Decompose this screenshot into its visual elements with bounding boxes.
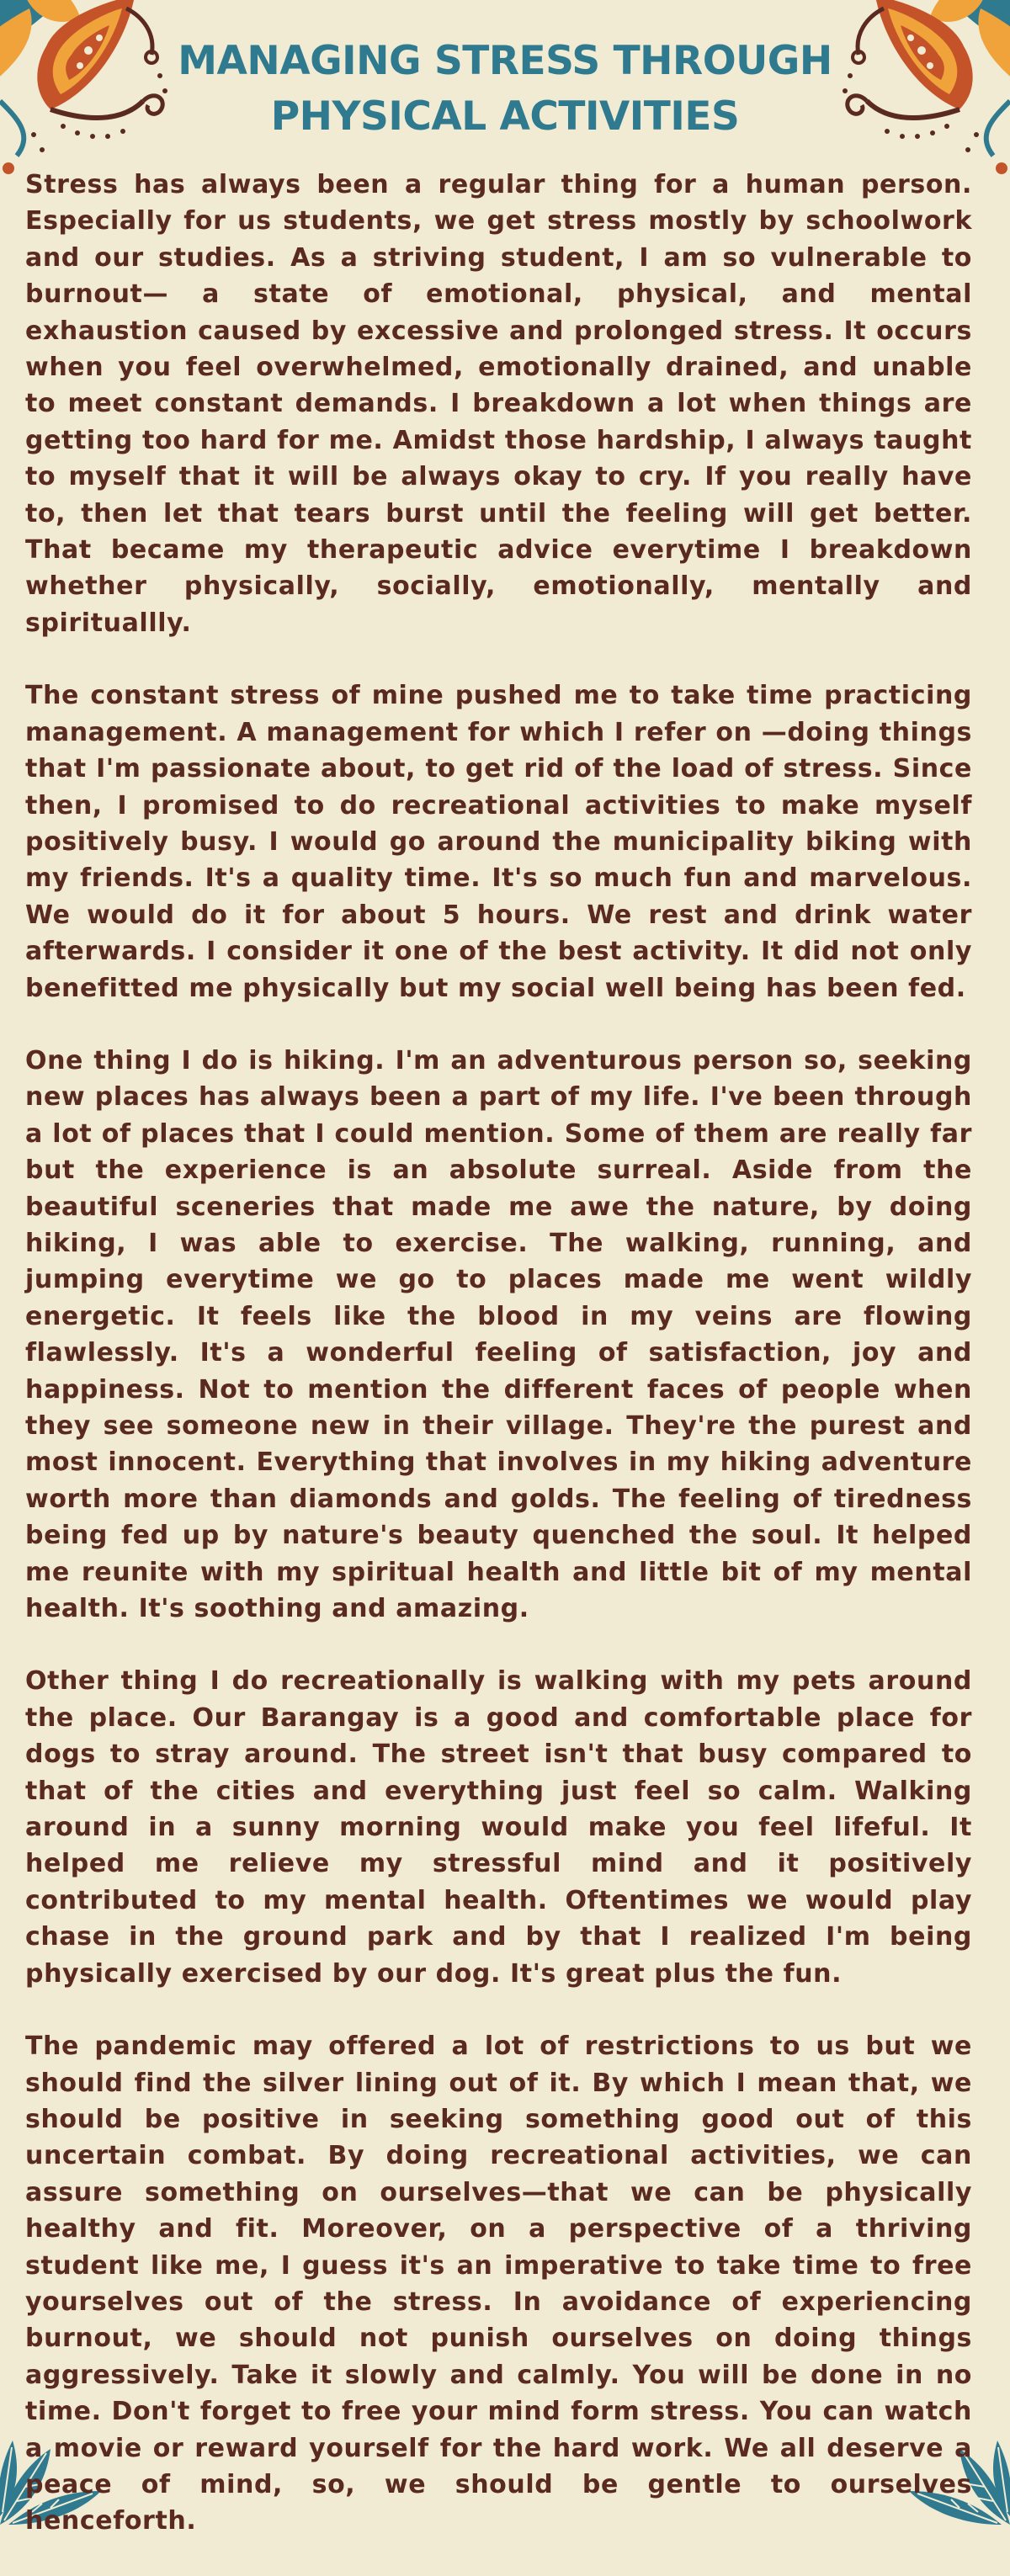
paragraph-biking: The constant stress of mine pushed me to take time practicing management. A management for which I refer on —doing things that I'm passionate about, to get rid of the load of stress. Since then, I promised to do recreational activities to make myself positively busy. I would go around the municipality biking with my friends. It's a quality time. It's so much fun and marvelous. We would do it for about 5 hours. We rest and drink water afterwards. I consider it one of the best activity. It did not only benefitted me physically but my social well being has been fed. — [25, 681, 972, 1003]
page-title-line-1: MANAGING STRESS THROUGH — [178, 38, 832, 84]
page-title-line-2: PHYSICAL ACTIVITIES — [270, 93, 740, 140]
essay-body — [25, 167, 972, 2576]
paragraph-conclusion: The pandemic may offered a lot of restrictions to us but we should find the silver lining out of it. By which I mean that, we should be positive in seeking something good out of this uncertain combat. By doing recreational activities, we can assure something on ourselves—that we can be physically healthy and fit. Moreover, on a perspective of a thriving student like me, I guess it's an imperative to take time to free yourselves out of the stress. In avoidance of experiencing burnout, we should not punish ourselves on doing things aggressively. Take it slowly and calmly. You will be done in no time. Don't forget to free your mind form stress. You can watch a movie or reward yourself for the hard work. We all deserve a peace of mind, so, we should be gentle to ourselves henceforth. — [25, 2032, 972, 2536]
page-title — [135, 34, 875, 145]
paragraph-hiking: One thing I do is hiking. I'm an adventurous person so, seeking new places has always been a part of my life. I've been through a lot of places that I could mention. Some of them are really far but the experience is an absolute surreal. Aside from the beautiful sceneries that made me awe the nature, by doing hiking, I was able to exercise. The walking, running, and jumping everytime we go to places made me went wildly energetic. It feels like the blood in my veins are flowing flawlessly. It's a wonderful feeling of satisfaction, joy and happiness. Not to mention the different faces of people when they see someone new in their village. They're the purest and most innocent. Everything that involves in my hiking adventure worth more than diamonds and golds. The feeling of tiredness being fed up by nature's beauty quenched the soul. It helped me reunite with my spiritual health and little bit of my mental health. It's soothing and amazing. — [25, 1045, 972, 1624]
paragraph-stress-intro: Stress has always been a regular thing for a human person. Especially for us students, we get stress mostly by schoolwork and our studies. As a striving student, I am so vulnerable to burnout— a state of emotional, physical, and mental exhaustion caused by excessive and prolonged stress. It occurs when you feel overwhelmed, emotionally drained, and unable to meet constant demands. I breakdown a lot when things are getting too hard for me. Amidst those hardship, I always taught to myself that it will be always okay to cry. If you really have to, then let that tears burst until the feeling will get better. That became my therapeutic advice everytime I breakdown whether physically, socially, emotionally, mentally and spirituallly. — [25, 170, 972, 638]
paragraph-walking-pets: Other thing I do recreationally is walking with my pets around the place. Our Barangay is a good and comfortable place for dogs to stray around. The street isn't that busy compared to that of the cities and everything just feel so calm. Walking around in a sunny morning would make you feel lifeful. It helped me relieve my stressful mind and it positively contributed to my mental health. Oftentimes we would play chase in the ground park and by that I realized I'm being physically exercised by our dog. It's great plus the fun. — [25, 1666, 972, 1989]
